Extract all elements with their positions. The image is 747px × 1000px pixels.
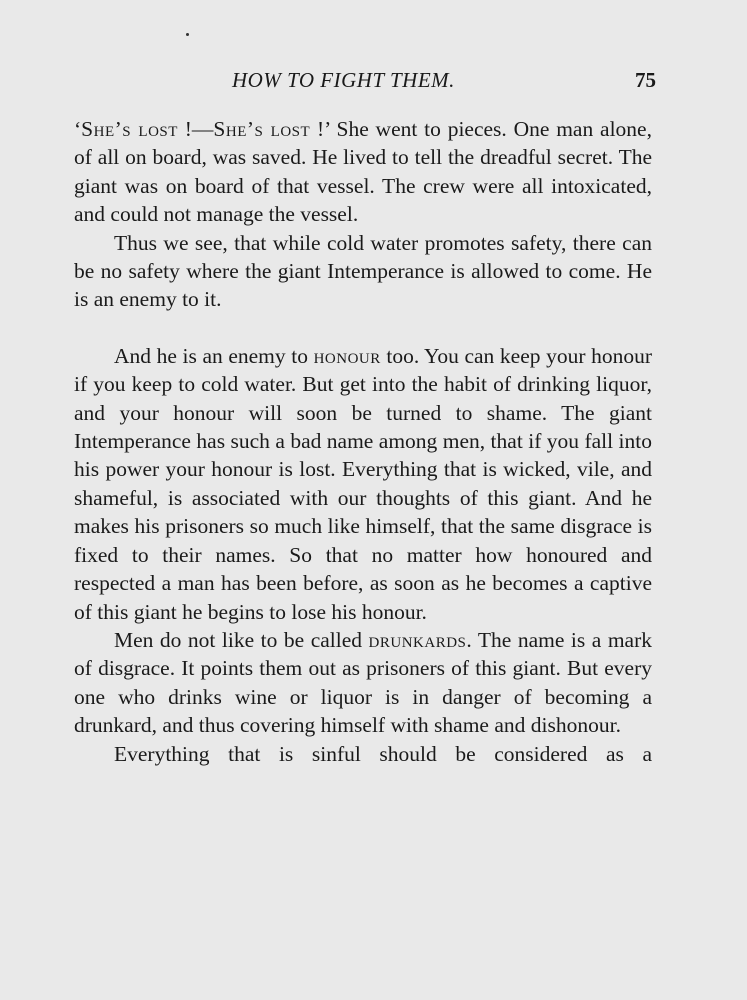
- keyword-honour: honour: [313, 343, 381, 368]
- paragraph-sinful: Everything that is sinful should be considered as a: [114, 741, 652, 766]
- exclamation-small-caps: She’s lost: [81, 117, 178, 141]
- running-head: HOW TO FIGHT THEM.: [232, 68, 455, 92]
- keyword-drunkards: drunkards: [368, 627, 467, 652]
- paragraph-drunkards: [74, 626, 652, 740]
- text-run: !’ She went to pieces. One man alone, of all on board, was saved. He lived to tell the dreadful secret. The giant was on board of that vessel. The crew were all intoxicated, and could not manage the vessel.: [74, 117, 652, 227]
- paragraph-safety: Thus we see, that while cold water promotes safety, there can be no safety where the giant Intemperance is allowed to come. He is an enemy to it.: [74, 230, 652, 312]
- print-speck: [186, 33, 189, 36]
- paragraph-honour: [74, 342, 652, 626]
- body-text: [74, 115, 652, 768]
- page-number: 75: [635, 68, 656, 92]
- text-run: And he is an enemy to: [114, 343, 314, 368]
- text-run: Men do not like to be called: [114, 627, 369, 652]
- paragraph-continuation: [74, 115, 652, 229]
- quote-mark: ‘: [74, 117, 82, 141]
- page-header: [74, 68, 656, 98]
- text-run: !—: [177, 117, 214, 141]
- paragraph-gap: [74, 314, 652, 342]
- text-run: . The name is a mark of disgrace. It points them out as prisoners of this giant. But every one who drinks wine or liquor is in danger of becoming a drunkard, and thus covering himself with shame and dishonour.: [74, 627, 652, 738]
- text-run: too. You can keep your honour if you keep to cold water. But get into the habit of drinking liquor, and your honour will soon be turned to shame. The giant Intemperance has such a bad name among men, that if you fall into his power your honour is lost. Everything that is wicked, vile, and shameful, is associated with our thoughts of this giant. And he makes his prisoners so much like himself, that the same disgrace is fixed to their names. So that no matter how honoured and respected a man has been before, as soon as he becomes a captive of this giant he begins to lose his honour.: [74, 343, 652, 624]
- exclamation-small-caps: She’s lost: [213, 117, 311, 141]
